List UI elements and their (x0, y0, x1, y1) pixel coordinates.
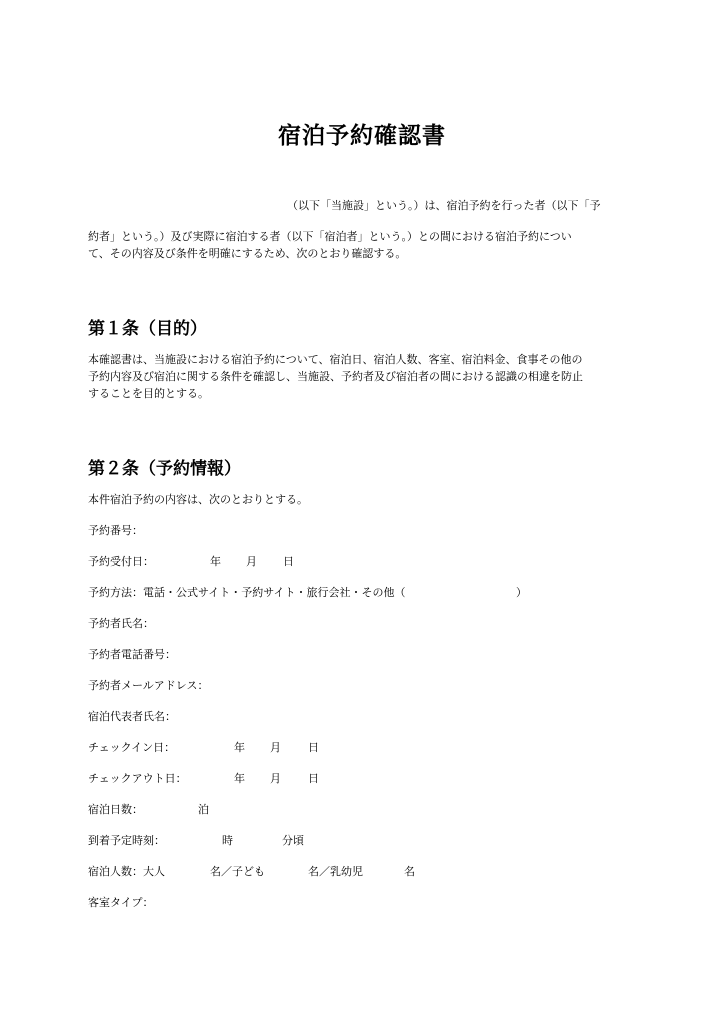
article-1-heading: 第１条（目的） (88, 319, 207, 339)
month-unit: 月 (270, 741, 281, 754)
day-unit: 日 (308, 741, 319, 754)
article-1-line-1: 本確認書は、当施設における宿泊予約について、宿泊日、宿泊人数、客室、宿泊料金、食事その他の (88, 353, 583, 366)
infant-unit: 名 (404, 865, 415, 878)
intro-line-2: 約者」という。）及び実際に宿泊する者（以下「宿泊者」という。）との間における宿泊予約につい (88, 230, 572, 243)
day-unit: 日 (283, 555, 294, 568)
child-unit: 名／乳幼児 (308, 865, 363, 878)
adult-unit: 名／子ども (210, 865, 265, 878)
year-unit: 年 (234, 741, 245, 754)
article-1-line-2: 予約内容及び宿泊に関する条件を確認し、当施設、予約者及び宿泊者の間における認識の相違を防止 (88, 370, 583, 383)
field-label: 予約者電話番号： (88, 648, 176, 661)
nights-unit: 泊 (198, 803, 209, 816)
day-unit: 日 (308, 772, 319, 785)
hour-unit: 時 (222, 834, 233, 847)
document-title: 宿泊予約確認書 (278, 123, 446, 149)
article-2-lead: 本件宿泊予約の内容は、次のとおりとする。 (88, 493, 308, 506)
field-label: 予約受付日： (88, 555, 154, 568)
month-unit: 月 (270, 772, 281, 785)
intro-line-3: て、その内容及び条件を明確にするため、次のとおり確認する。 (88, 247, 407, 260)
field-label: チェックアウト日： (88, 772, 187, 785)
method-close-paren: ） (516, 586, 527, 599)
field-label: 客室タイプ： (88, 896, 154, 909)
intro-line-1: （以下「当施設」という。）は、宿泊予約を行った者（以下「予 (287, 199, 601, 212)
field-label: 宿泊代表者氏名： (88, 710, 176, 723)
article-2-heading: 第２条（予約情報） (88, 459, 241, 479)
field-label: 予約番号： (88, 524, 143, 537)
year-unit: 年 (210, 555, 221, 568)
year-unit: 年 (234, 772, 245, 785)
field-label: 予約者メールアドレス： (88, 679, 209, 692)
field-label: 宿泊人数：大人 (88, 865, 165, 878)
month-unit: 月 (246, 555, 257, 568)
field-label: 宿泊日数： (88, 803, 143, 816)
field-label: チェックイン日： (88, 741, 176, 754)
field-label: 到着予定時刻： (88, 834, 165, 847)
field-label: 予約者氏名： (88, 617, 154, 630)
field-label: 予約方法：電話・公式サイト・予約サイト・旅行会社・その他（ (88, 586, 406, 599)
article-1-line-3: することを目的とする。 (88, 387, 209, 400)
minute-unit: 分頃 (282, 834, 304, 847)
